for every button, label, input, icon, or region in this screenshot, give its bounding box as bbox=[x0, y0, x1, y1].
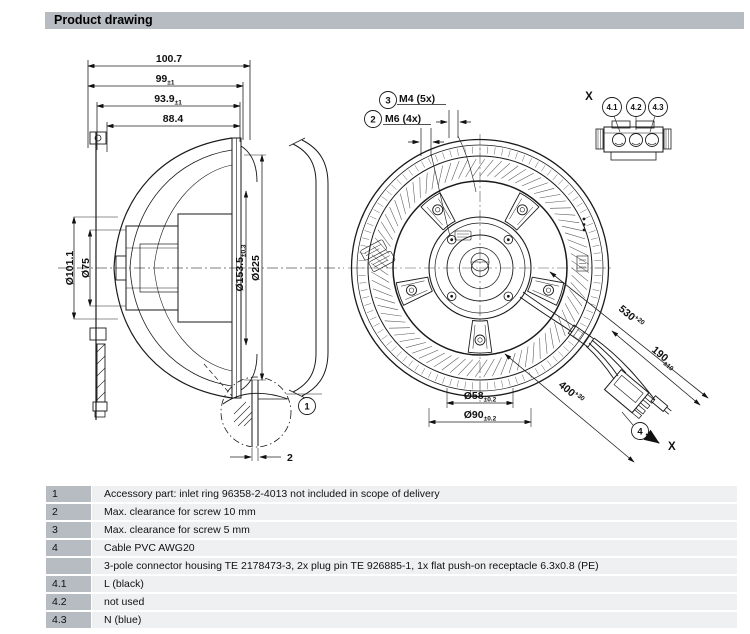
row-number: 4.3 bbox=[46, 612, 91, 628]
dim-cable-530: $530^{+20}$ bbox=[616, 302, 646, 327]
row-number bbox=[46, 558, 91, 574]
row-text: 3-pole connector housing TE 2178473-3, 2x plug pin TE 926885-1, 1x flat push-on receptacle 6.3x0.8 (PE) bbox=[92, 558, 737, 574]
table-row bbox=[46, 540, 737, 556]
row-text: L (black) bbox=[92, 576, 737, 592]
detail-x-ref: X bbox=[668, 441, 676, 453]
dim-width-93-9: $93.9_{\pm 1}$ bbox=[154, 93, 182, 107]
product-drawing-canvas bbox=[0, 35, 750, 485]
dim-dia-75: Ø75 bbox=[80, 258, 92, 278]
table-row bbox=[46, 594, 737, 610]
foot-detail-circle bbox=[204, 364, 291, 447]
cable-connector bbox=[604, 370, 672, 419]
callout-4-leader bbox=[622, 412, 633, 425]
table-row bbox=[46, 522, 737, 538]
row-number: 4 bbox=[46, 540, 91, 556]
table-row bbox=[46, 558, 737, 574]
dim-foot-thickness: 2 bbox=[287, 452, 293, 464]
dim-dia-90: $Ø90_{\pm 0.2}$ bbox=[463, 409, 497, 423]
table-row bbox=[46, 576, 737, 592]
row-text: N (blue) bbox=[92, 612, 737, 628]
table-row bbox=[46, 504, 737, 520]
callout-m6-text: M6 (4x) bbox=[385, 113, 422, 125]
pin-4-2-label: 4.2 bbox=[630, 103, 642, 112]
table-row bbox=[46, 612, 737, 628]
rating-label-stamps bbox=[360, 218, 588, 273]
dim-dia-101-1: Ø101.1 bbox=[64, 250, 76, 286]
foot-thickness-dim-lines bbox=[230, 448, 281, 461]
side-section-view bbox=[58, 53, 344, 464]
dim-dia-58: $Ø58_{\pm 0.2}$ bbox=[463, 390, 497, 404]
row-text: not used bbox=[92, 594, 737, 610]
row-text: Accessory part: inlet ring 96358-2-4013 not included in scope of delivery bbox=[92, 486, 737, 502]
callout-2-label: 2 bbox=[370, 114, 376, 126]
notes-table bbox=[46, 486, 737, 630]
callout-4-label: 4 bbox=[637, 426, 643, 438]
fan-section-outline bbox=[90, 132, 257, 420]
dim-dia-153-5: $Ø153.5_{\pm 0.3}$ bbox=[234, 244, 248, 292]
row-text: Cable PVC AWG20 bbox=[92, 540, 737, 556]
table-row bbox=[46, 486, 737, 502]
callout-1-label: 1 bbox=[304, 401, 310, 413]
callout-m4-text: M4 (5x) bbox=[399, 93, 436, 105]
row-text: Max. clearance for screw 10 mm bbox=[92, 504, 737, 520]
callout-3-label: 3 bbox=[385, 95, 391, 107]
dim-pe-190: $190_{\pm 10}$ bbox=[649, 343, 675, 373]
row-number: 4.2 bbox=[46, 594, 91, 610]
row-number: 1 bbox=[46, 486, 91, 502]
top-dimension-lines bbox=[88, 60, 250, 152]
pin-4-1-label: 4.1 bbox=[606, 103, 618, 112]
detail-x-arrow bbox=[646, 434, 659, 443]
connector-face bbox=[596, 121, 671, 160]
page-title: Product drawing bbox=[45, 12, 744, 29]
row-number: 3 bbox=[46, 522, 91, 538]
front-view bbox=[348, 92, 708, 463]
dim-width-100-7: 100.7 bbox=[155, 53, 183, 65]
detail-x-view bbox=[585, 91, 671, 160]
dim-width-88-4: 88.4 bbox=[162, 113, 184, 125]
dim-cable-400: $400^{+30}$ bbox=[556, 378, 586, 403]
row-number: 4.1 bbox=[46, 576, 91, 592]
dim-dia-225: Ø225 bbox=[250, 255, 262, 281]
row-number: 2 bbox=[46, 504, 91, 520]
dim-width-99: $99_{\pm 1}$ bbox=[155, 73, 175, 87]
row-text: Max. clearance for screw 5 mm bbox=[92, 522, 737, 538]
pin-4-3-label: 4.3 bbox=[652, 103, 664, 112]
detail-x-title: X bbox=[585, 91, 593, 103]
